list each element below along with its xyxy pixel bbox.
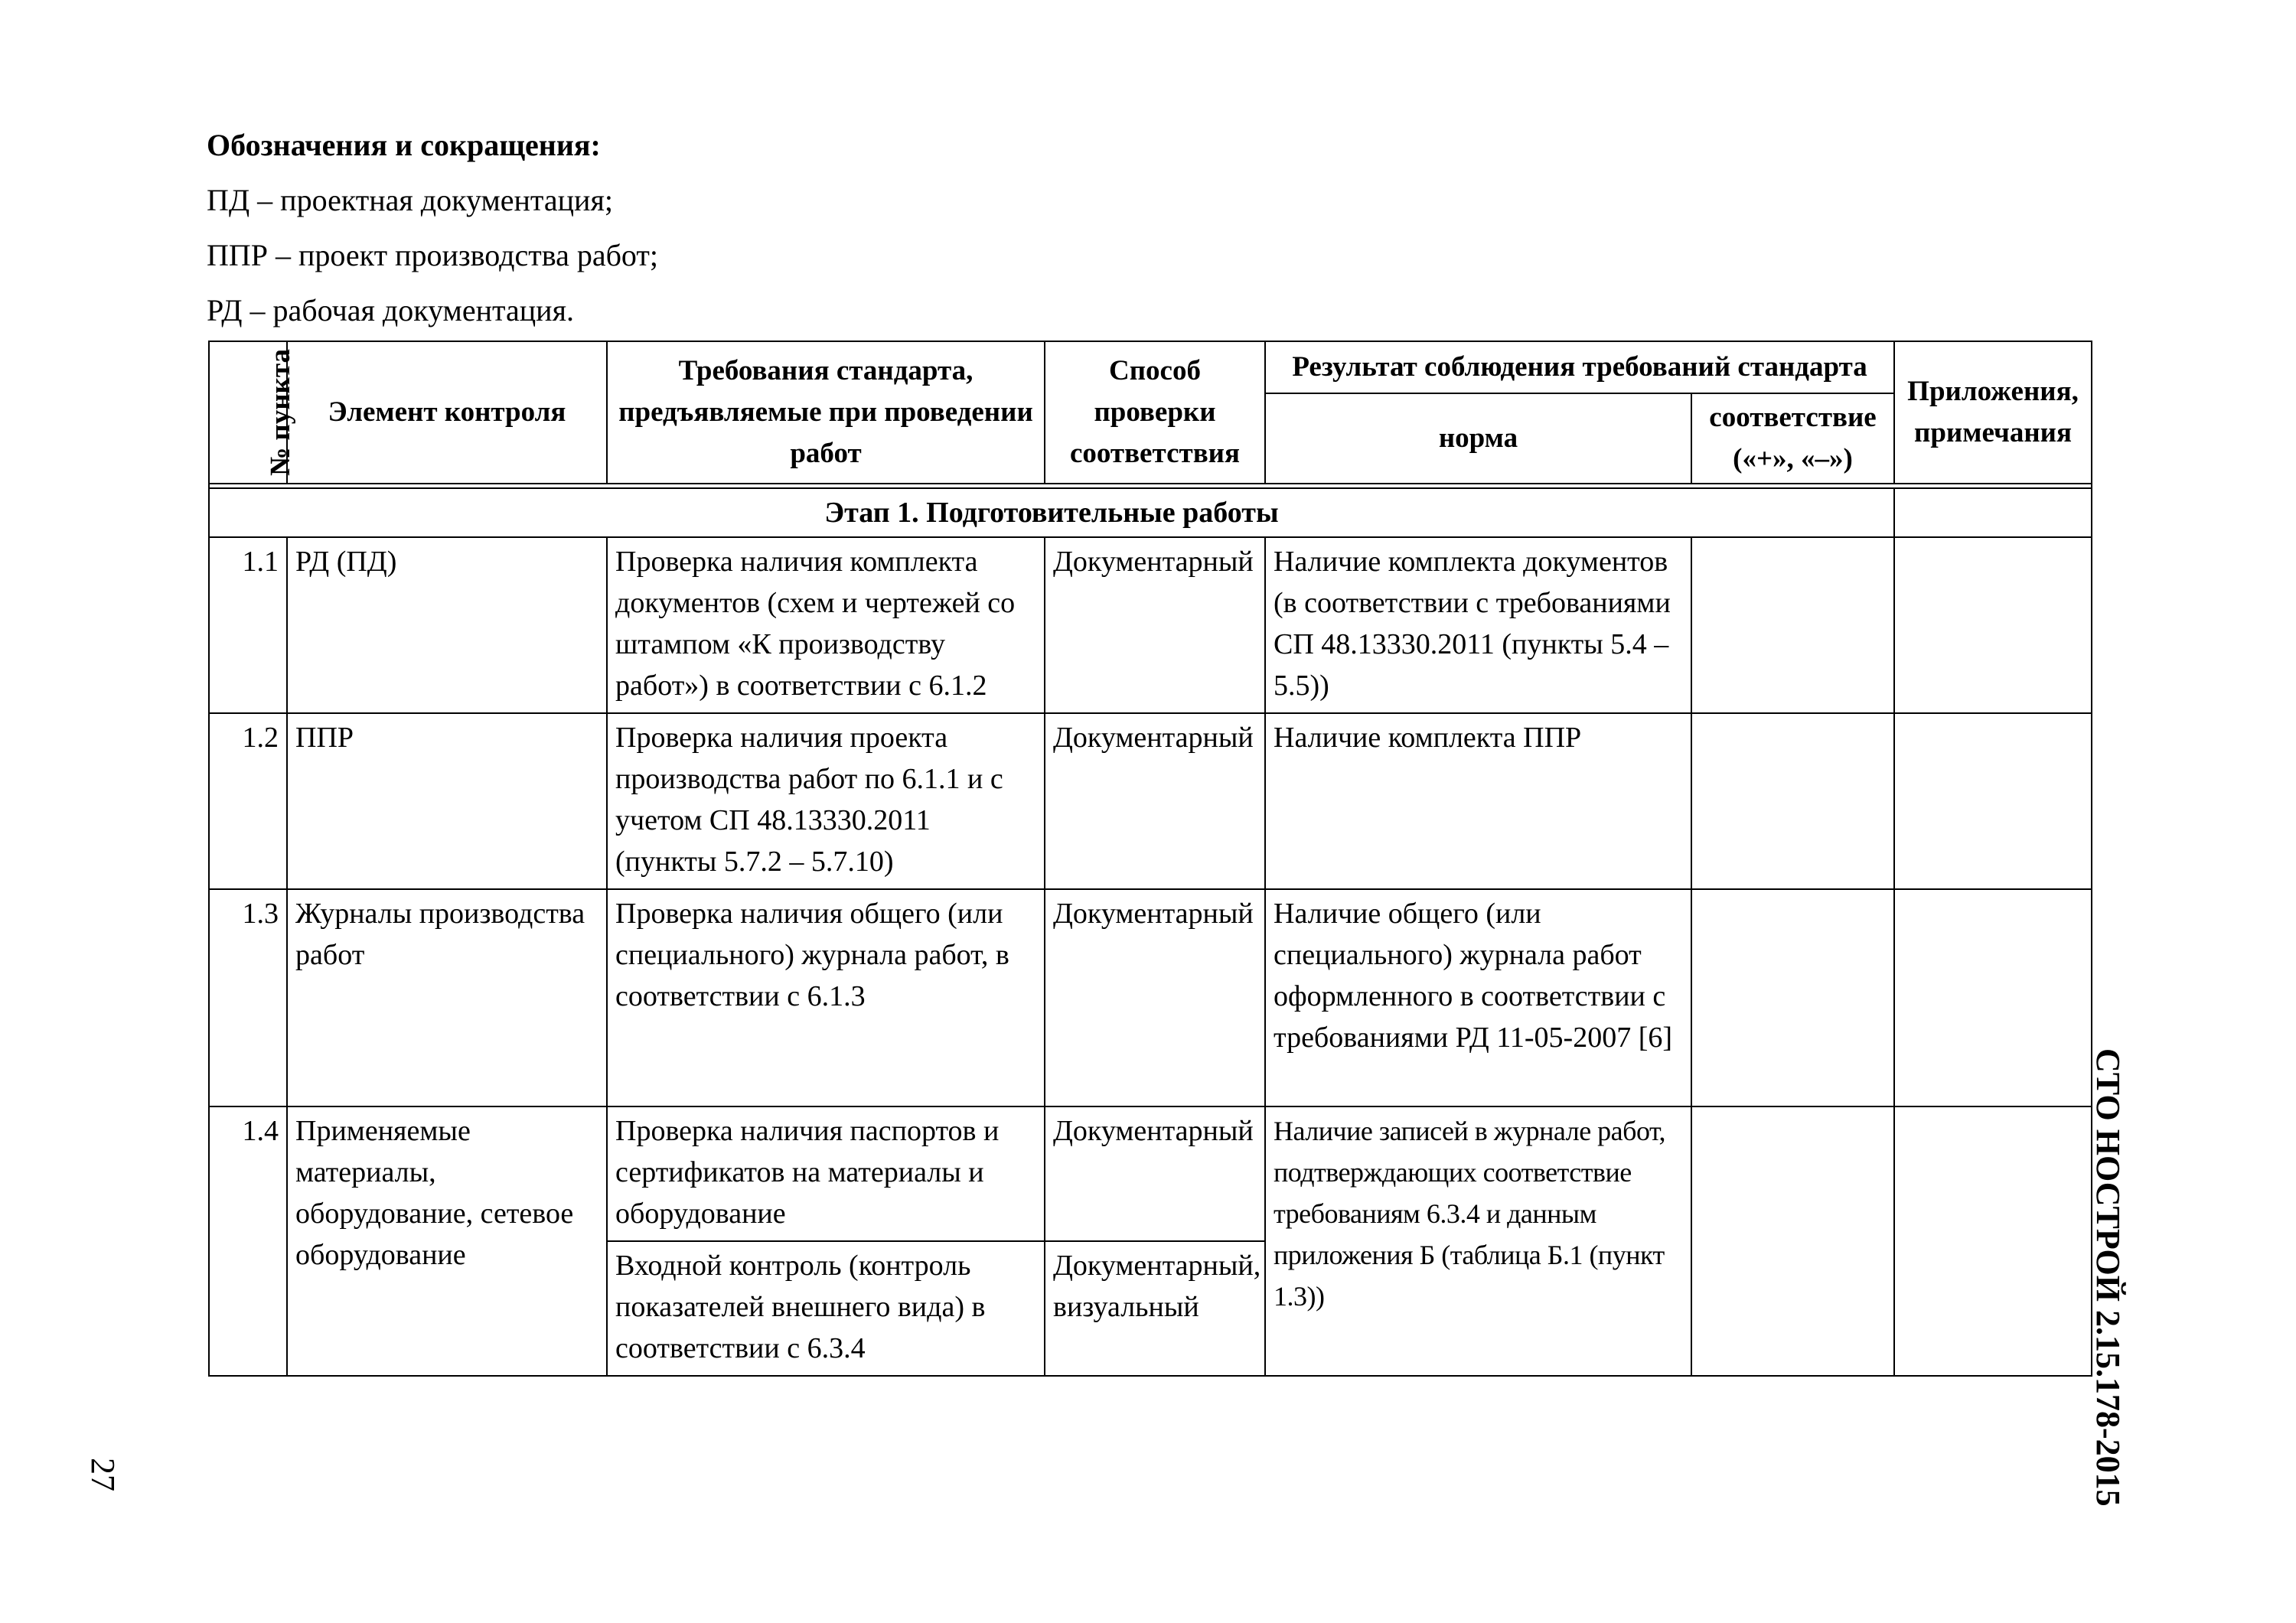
row-num: 1.3: [209, 889, 287, 1106]
row-norm: Наличие комплекта ППР: [1265, 713, 1691, 889]
control-table: [208, 341, 2092, 1377]
row-compliance: [1691, 713, 1894, 889]
table-row: [209, 537, 2092, 713]
row-method-2: Документарный, визуальный: [1045, 1241, 1265, 1376]
abbreviation-ppr: ППР – проект производства работ;: [207, 238, 658, 272]
abbreviations-heading: Обозначения и сокращения:: [207, 128, 601, 162]
header-requirements: Требования стандарта, предъявляемые при проведении работ: [607, 341, 1045, 484]
table-row: [209, 713, 2092, 889]
document-code: СТО НОСТРОЙ 2.15.178-2015: [2089, 1048, 2127, 1507]
row-element: Применяемые материалы, оборудование, сетевое оборудование: [287, 1106, 607, 1376]
row-requirement-2: Входной контроль (контроль показателей внешнего вида) в соответствии с 6.3.4: [607, 1241, 1045, 1376]
row-method: Документарный: [1045, 1106, 1265, 1241]
abbreviations-block: [207, 122, 658, 343]
row-norm: Наличие комплекта документов (в соответствии с требованиями СП 48.13330.2011 (пункты 5.4 – 5.5)): [1265, 537, 1691, 713]
header-method: Способ проверки соответствия: [1045, 341, 1265, 484]
row-notes: [1894, 713, 2092, 889]
row-num: 1.2: [209, 713, 287, 889]
row-compliance: [1691, 1106, 1894, 1376]
row-compliance: [1691, 537, 1894, 713]
row-num: 1.1: [209, 537, 287, 713]
abbreviation-rd: РД – рабочая документация.: [207, 293, 574, 328]
row-notes: [1894, 1106, 2092, 1376]
header-norm: норма: [1265, 393, 1691, 484]
row-method: Документарный: [1045, 713, 1265, 889]
row-requirement: Проверка наличия паспортов и сертификатов на материалы и оборудование: [607, 1106, 1045, 1241]
row-norm: Наличие общего (или специального) журнала работ оформленного в соответствии с требованиями РД 11-05-2007 [6]: [1265, 889, 1691, 1106]
abbreviation-pd: ПД – проектная документация;: [207, 183, 613, 217]
row-method: Документарный: [1045, 889, 1265, 1106]
row-element: ППР: [287, 713, 607, 889]
stage-title: Этап 1. Подготовительные работы: [209, 488, 1894, 537]
header-notes: Приложения, примечания: [1894, 341, 2092, 484]
row-method: Документарный: [1045, 537, 1265, 713]
header-result: Результат соблюдения требований стандарта: [1265, 341, 1894, 393]
table-row: [209, 1106, 2092, 1241]
page-number: 27: [84, 1458, 122, 1491]
header-num: [209, 341, 297, 484]
header-compliance: соответствие («+», «–»): [1691, 393, 1894, 484]
row-requirement: Проверка наличия общего (или специального) журнала работ, в соответствии с 6.1.3: [607, 889, 1045, 1106]
table-row: [209, 889, 2092, 1106]
row-element: Журналы производства работ: [287, 889, 607, 1106]
row-num: 1.4: [209, 1106, 287, 1376]
row-norm: Наличие записей в журнале работ, подтверждающих соответствие требованиям 6.3.4 и данным приложения Б (таблица Б.1 (пункт 1.3)): [1265, 1106, 1691, 1376]
row-element: РД (ПД): [287, 537, 607, 713]
header-element: Элемент контроля: [287, 341, 607, 484]
stage-notes-cell: [1894, 488, 2092, 537]
row-requirement: Проверка наличия проекта производства работ по 6.1.1 и с учетом СП 48.13330.2011 (пункты 5.7.2 – 5.7.10): [607, 713, 1045, 889]
row-notes: [1894, 537, 2092, 713]
row-compliance: [1691, 889, 1894, 1106]
row-notes: [1894, 889, 2092, 1106]
row-requirement: Проверка наличия комплекта документов (схем и чертежей со штампом «К производству работ») в соответствии с 6.1.2: [607, 537, 1045, 713]
header-num-text: № пункта: [265, 348, 297, 477]
